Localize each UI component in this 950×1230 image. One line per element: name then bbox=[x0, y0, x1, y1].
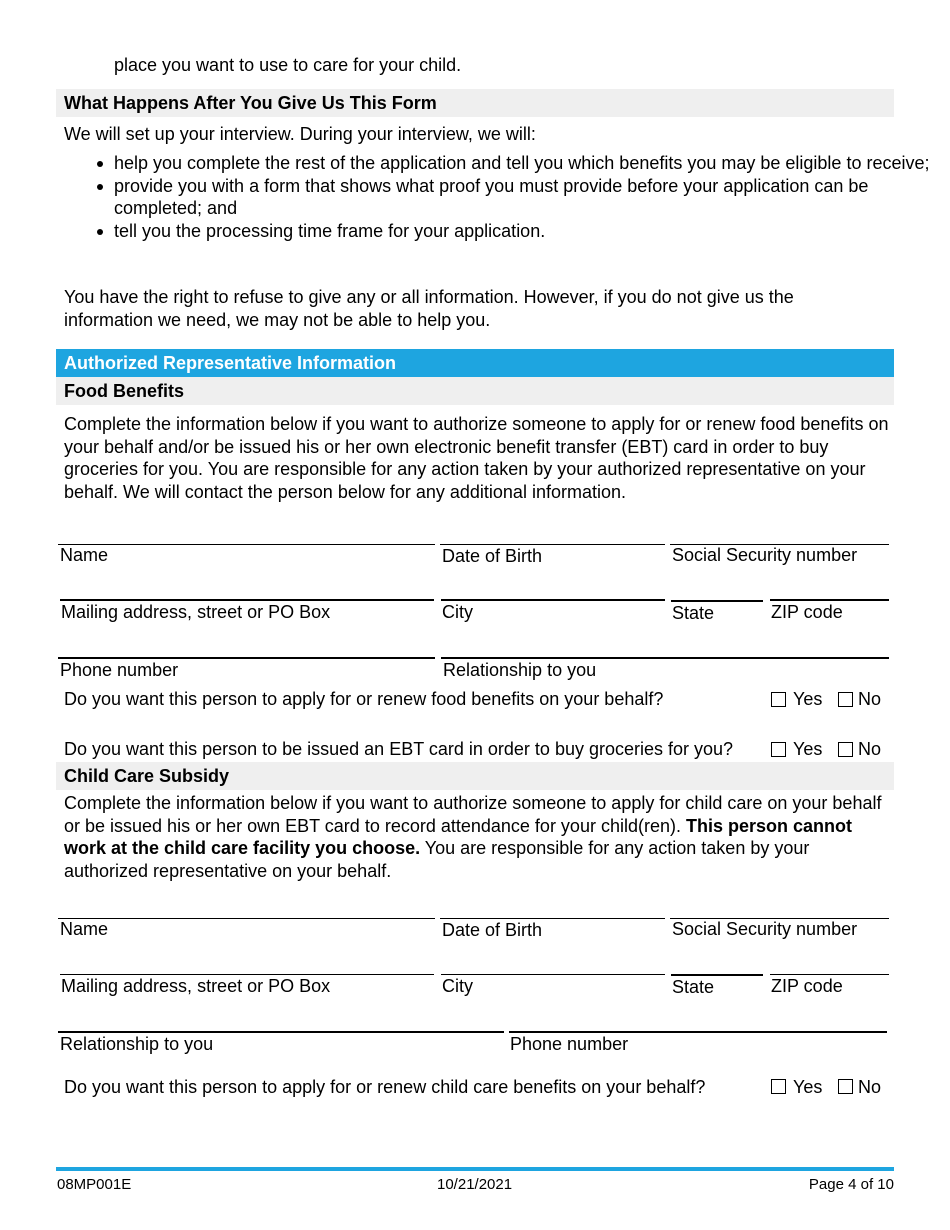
list-item: provide you with a form that shows what proof you must provide before your application can be completed; and bbox=[114, 175, 944, 220]
child-apply-yes-checkbox[interactable] bbox=[771, 1079, 786, 1094]
child-care-desc-part1: Complete the information below if you want to authorize someone to apply for child care on your behalf or be issued his or her own EBT card to record attendance for your child(ren). bbox=[64, 793, 882, 836]
food-address-label: Mailing address, street or PO Box bbox=[61, 602, 331, 622]
after-form-lead: We will set up your interview. During your interview, we will: bbox=[64, 124, 536, 144]
food-name-label: Name bbox=[60, 545, 109, 565]
intro-tail-text: place you want to use to care for your child. bbox=[114, 55, 462, 75]
after-form-header bbox=[56, 89, 894, 117]
food-zip-label: ZIP code bbox=[771, 602, 843, 622]
child-state-label: State bbox=[672, 977, 715, 997]
child-city-label: City bbox=[442, 976, 473, 996]
child-care-title: Child Care Subsidy bbox=[64, 766, 230, 786]
child-name-field[interactable] bbox=[58, 918, 435, 919]
child-phone-label: Phone number bbox=[510, 1034, 629, 1054]
food-name-field[interactable] bbox=[58, 544, 435, 545]
food-apply-no-checkbox[interactable] bbox=[838, 692, 853, 707]
food-benefits-header bbox=[56, 377, 894, 405]
footer-form-id: 08MP001E bbox=[57, 1176, 132, 1193]
rights-text: You have the right to refuse to give any or all information. However, if you do not give us the information we need, we may not be able to help you. bbox=[64, 287, 794, 330]
auth-rep-header bbox=[56, 349, 894, 377]
child-apply-question: Do you want this person to apply for or renew child care benefits on your behalf? bbox=[64, 1077, 706, 1097]
auth-rep-title: Authorized Representative Information bbox=[64, 353, 397, 373]
child-city-field[interactable] bbox=[441, 974, 665, 975]
child-zip-label: ZIP code bbox=[771, 976, 843, 996]
child-care-desc-part2: You are responsible for any action taken by your authorized representative on your behalf. bbox=[64, 838, 810, 881]
food-apply-yes-checkbox[interactable] bbox=[771, 692, 786, 707]
food-apply-yes-label: Yes bbox=[793, 689, 823, 709]
child-name-label: Name bbox=[60, 919, 109, 939]
food-city-field[interactable] bbox=[441, 599, 665, 601]
food-ebt-no-checkbox[interactable] bbox=[838, 742, 853, 757]
food-benefits-title: Food Benefits bbox=[64, 381, 184, 401]
food-dob-label: Date of Birth bbox=[442, 546, 543, 566]
food-city-label: City bbox=[442, 602, 473, 622]
footer-divider bbox=[56, 1167, 894, 1171]
child-apply-no-checkbox[interactable] bbox=[838, 1079, 853, 1094]
child-dob-label: Date of Birth bbox=[442, 920, 543, 940]
food-benefits-description: Complete the information below if you want to authorize someone to apply for or renew food benefits on your behalf and/or be issued his or her own electronic benefit transfer (EBT) card in order to buy groceries for you. You are responsible for any action taken by your authorized representative on your behalf. We will contact the person below for any additional information. bbox=[64, 414, 889, 502]
child-apply-no-label: No bbox=[858, 1077, 882, 1097]
child-address-label: Mailing address, street or PO Box bbox=[61, 976, 331, 996]
child-care-header bbox=[56, 762, 894, 790]
child-care-desc-bold: This person cannot work at the child care facility you choose. bbox=[64, 815, 853, 858]
footer-page-number: Page 4 of 10 bbox=[808, 1176, 894, 1193]
food-relationship-label: Relationship to you bbox=[443, 660, 597, 680]
list-item: tell you the processing time frame for your application. bbox=[114, 220, 944, 243]
food-phone-label: Phone number bbox=[60, 660, 179, 680]
food-ebt-yes-checkbox[interactable] bbox=[771, 742, 786, 757]
child-ssn-label: Social Security number bbox=[672, 919, 858, 939]
after-form-bullet-list bbox=[64, 152, 944, 242]
food-ebt-no-label: No bbox=[858, 739, 882, 759]
food-apply-no-label: No bbox=[858, 689, 882, 709]
food-ssn-label: Social Security number bbox=[672, 545, 858, 565]
child-care-description bbox=[64, 792, 894, 882]
footer-date: 10/21/2021 bbox=[437, 1176, 513, 1193]
child-relationship-label: Relationship to you bbox=[60, 1034, 214, 1054]
food-ebt-yes-label: Yes bbox=[793, 739, 823, 759]
food-apply-question: Do you want this person to apply for or renew food benefits on your behalf? bbox=[64, 689, 664, 709]
food-ebt-question: Do you want this person to be issued an EBT card in order to buy groceries for you? bbox=[64, 739, 734, 759]
after-form-title: What Happens After You Give Us This Form bbox=[64, 93, 437, 113]
food-state-label: State bbox=[672, 603, 715, 623]
child-apply-yes-label: Yes bbox=[793, 1077, 823, 1097]
list-item: help you complete the rest of the application and tell you which benefits you may be eligible to receive; bbox=[114, 152, 944, 175]
